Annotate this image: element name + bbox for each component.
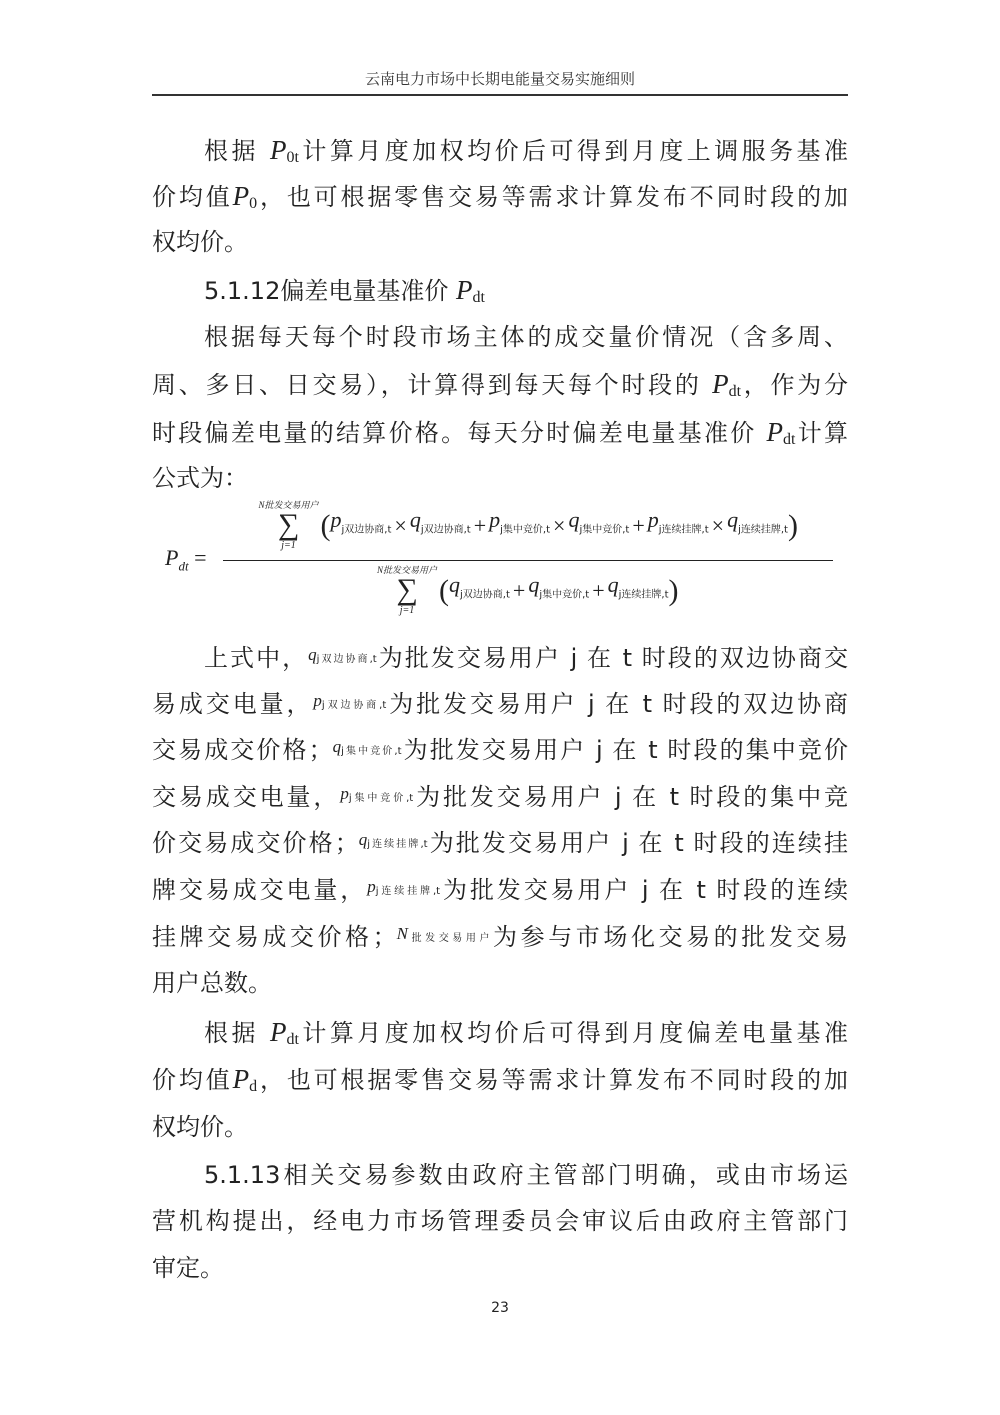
- text-line: [152, 775, 848, 819]
- formula-lhs: $P_{dt}$ =: [165, 545, 207, 574]
- math-symbol: pj双边协商,t: [313, 691, 387, 711]
- text-line: [152, 1057, 848, 1101]
- text-line: [152, 362, 848, 406]
- text-run: 计算月度加权均价后可得到月度偏差电量基准: [298, 1019, 848, 1047]
- text-run: 根据每天每个时段市场主体的成交量价情况（含多周、: [204, 323, 848, 351]
- paren: (: [439, 573, 450, 607]
- text-run: 5.1.12偏差电量基准价: [204, 277, 456, 305]
- text-run: 牌交易成交电量，: [152, 876, 368, 904]
- text-line: [152, 410, 848, 454]
- text-run: 为批发交易用户 j 在 t 时段的连续: [440, 876, 848, 904]
- math-symbol: $P_{dt}$: [766, 417, 796, 448]
- text-line: [152, 268, 848, 312]
- paren: ): [668, 573, 679, 607]
- text-run: 挂牌交易成交价格；: [152, 923, 397, 951]
- text-run: 计算: [795, 419, 848, 447]
- text-run: 为参与市场化交易的批发交易: [493, 923, 848, 951]
- page-number: 23: [491, 1300, 509, 1316]
- text-run: 价交易成交价格；: [152, 829, 359, 857]
- operator: +: [592, 577, 605, 603]
- pdt-formula: [165, 498, 835, 626]
- operator: +: [632, 512, 645, 538]
- text-line: [152, 636, 848, 680]
- text-run: 易成交电量，: [152, 690, 314, 718]
- text-run: 价均值: [152, 183, 233, 211]
- formula-term: $q_{j双边协商,t}$: [449, 572, 510, 601]
- text-line: [152, 315, 848, 359]
- formula-term: $p_{j双边协商,t}$: [330, 507, 392, 536]
- text-line: [152, 915, 848, 959]
- text-run: ，也可根据零售交易等需求计算发布不同时段的加: [257, 183, 848, 211]
- text-line: [152, 961, 848, 1005]
- text-line: [152, 1246, 848, 1290]
- formula-term: $q_{j集中竞价,t}$: [528, 572, 590, 601]
- text-run: ，作为分: [741, 371, 848, 399]
- text-run: 营机构提出，经电力市场管理委员会审议后由政府主管部门: [152, 1207, 848, 1235]
- text-run: 计算月度加权均价后可得到月度上调服务基准: [298, 137, 848, 165]
- text-run: 为批发交易用户 j 在 t 时段的双边协商交: [376, 644, 848, 672]
- text-run: 交易成交价格；: [152, 736, 333, 764]
- text-line: [152, 682, 848, 726]
- math-symbol: pj连续挂牌,t: [367, 877, 441, 897]
- text-run: 5.1.13相关交易参数由政府主管部门明确，或由市场运: [204, 1161, 848, 1189]
- text-line: [152, 1153, 848, 1197]
- math-symbol: $P_d$: [232, 1064, 258, 1095]
- text-run: 时段偏差电量的结算价格。每天分时偏差电量基准价: [152, 419, 767, 447]
- text-line: [152, 868, 848, 912]
- operator: ×: [711, 512, 725, 538]
- formula-term: $q_{j双边协商,t}$: [409, 507, 471, 536]
- text-line: [152, 728, 848, 772]
- formula-term: $p_{j集中竞价,t}$: [489, 507, 551, 536]
- text-run: 为批发交易用户 j 在 t 时段的集中竞: [413, 783, 848, 811]
- summation-symbol: N批发交易用户 ∑ j=1: [258, 500, 319, 551]
- text-run: 上式中，: [204, 644, 309, 672]
- formula-denominator: [377, 565, 679, 616]
- text-run: 公式为：: [152, 464, 248, 492]
- text-run: 权均价。: [152, 228, 248, 256]
- math-symbol: $P_{0t}$: [270, 135, 299, 166]
- math-symbol: N批发交易用户: [396, 924, 494, 944]
- text-line: [152, 821, 848, 865]
- paren: ): [787, 508, 798, 542]
- text-line: [152, 1105, 848, 1149]
- text-line: [152, 220, 848, 264]
- text-line: [152, 1010, 848, 1054]
- text-line: [152, 174, 848, 218]
- text-run: 周、多日、日交易），计算得到每天每个时段的: [152, 371, 713, 399]
- text-run: 价均值: [152, 1066, 233, 1094]
- operator: ×: [394, 512, 407, 538]
- math-symbol: $P_0$: [232, 181, 258, 212]
- text-run: 为批发交易用户 j 在 t 时段的连续挂: [427, 829, 848, 857]
- math-symbol: $P_{dt}$: [455, 275, 485, 306]
- formula-term: $p_{j连续挂牌,t}$: [647, 507, 709, 536]
- math-symbol: qj连续挂牌,t: [358, 830, 428, 850]
- formula-term: $q_{j连续挂牌,t}$: [607, 572, 669, 601]
- math-symbol: pj集中竞价,t: [340, 784, 414, 804]
- paren: (: [320, 508, 331, 542]
- text-run: 权均价。: [152, 1113, 248, 1141]
- text-run: 根据: [204, 137, 270, 165]
- text-run: 审定。: [152, 1254, 224, 1282]
- running-header: 云南电力市场中长期电能量交易实施细则: [364, 70, 635, 88]
- text-line: [152, 456, 848, 500]
- text-line: [152, 128, 848, 172]
- math-symbol: $P_{dt}$: [270, 1017, 299, 1048]
- header-rule: [152, 94, 848, 96]
- fraction-bar: [223, 560, 833, 561]
- summation-symbol: N批发交易用户 ∑ j=1: [377, 565, 438, 616]
- math-symbol: qj双边协商,t: [308, 645, 377, 665]
- formula-term: $q_{j连续挂牌,t}$: [727, 507, 788, 536]
- text-run: 交易成交电量，: [152, 783, 341, 811]
- formula-numerator: [259, 500, 798, 551]
- text-line: [152, 1199, 848, 1243]
- text-run: ，也可根据零售交易等需求计算发布不同时段的加: [257, 1066, 848, 1094]
- math-symbol: qj集中竞价,t: [332, 737, 402, 757]
- math-symbol: $P_{dt}$: [712, 369, 742, 400]
- formula-term: $q_{j集中竞价,t}$: [568, 507, 630, 536]
- operator: ×: [553, 512, 566, 538]
- text-run: 为批发交易用户 j 在 t 时段的集中竞价: [401, 736, 848, 764]
- text-run: 为批发交易用户 j 在 t 时段的双边协商: [386, 690, 848, 718]
- text-run: 用户总数。: [152, 969, 272, 997]
- operator: +: [473, 512, 487, 538]
- text-run: 根据: [204, 1019, 270, 1047]
- operator: +: [512, 577, 526, 603]
